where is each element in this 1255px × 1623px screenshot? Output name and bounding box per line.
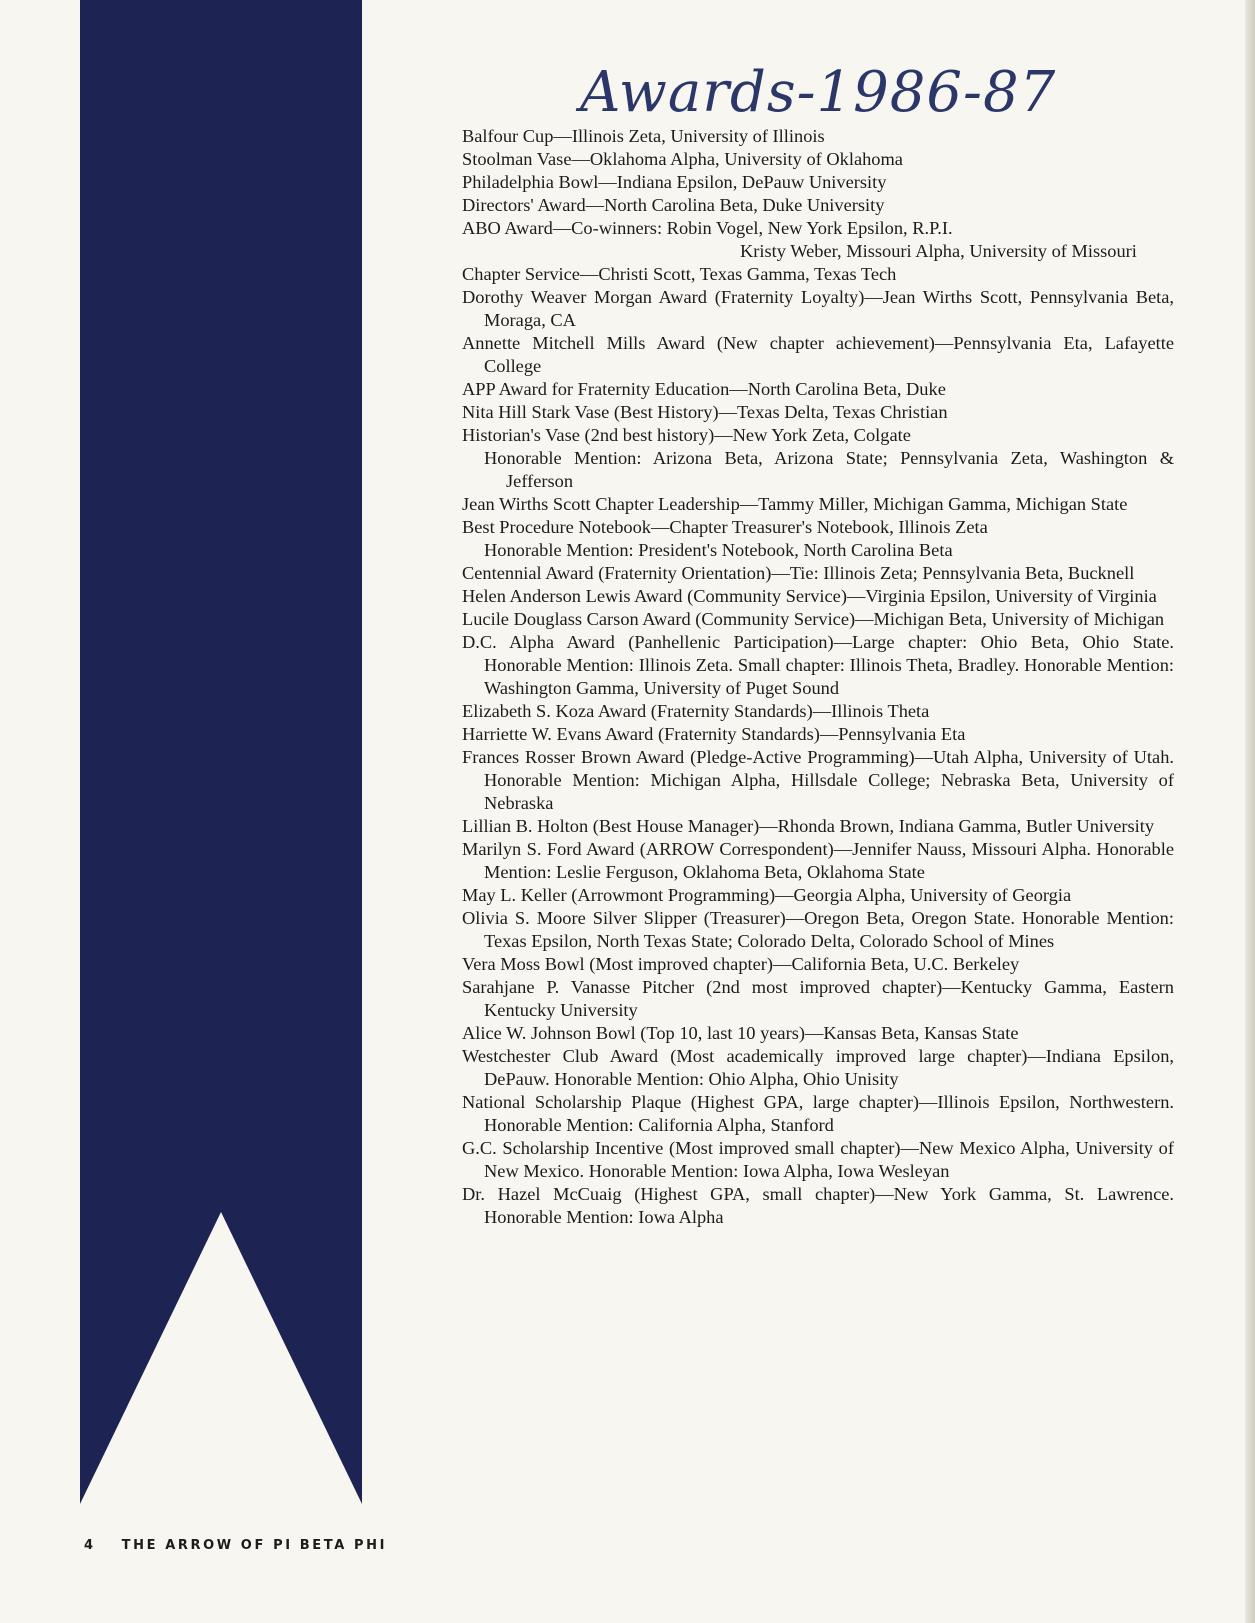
award-entry (462, 1091, 1174, 1137)
award-text: Stoolman Vase—Oklahoma Alpha, University of Oklahoma (462, 149, 903, 169)
award-entry (462, 585, 1174, 608)
award-text: Helen Anderson Lewis Award (Community Service)—Virginia Epsilon, University of Virginia (462, 586, 1157, 606)
award-entry (462, 976, 1174, 1022)
award-entry (462, 700, 1174, 723)
award-text: Westchester Club Award (Most academically improved large chapter)—Indiana Epsilon, DePauw. Honorable Mention: Ohio Alpha, Ohio Unisity (462, 1046, 1174, 1089)
award-entry (462, 907, 1174, 953)
award-text: Jean Wirths Scott Chapter Leadership—Tammy Miller, Michigan Gamma, Michigan State (462, 494, 1128, 514)
award-text: National Scholarship Plaque (Highest GPA, large chapter)—Illinois Epsilon, Northwestern. Honorable Mention: California Alpha, Stanford (462, 1092, 1174, 1135)
award-entry (462, 953, 1174, 976)
award-entry (462, 332, 1174, 378)
award-text: ABO Award—Co-winners: Robin Vogel, New York Epsilon, R.P.I. (462, 218, 953, 238)
award-entry (462, 1137, 1174, 1183)
award-text: Vera Moss Bowl (Most improved chapter)—California Beta, U.C. Berkeley (462, 954, 1020, 974)
award-entry (462, 286, 1174, 332)
award-entry (462, 723, 1174, 746)
award-entry (462, 424, 1174, 447)
award-entry (462, 447, 1174, 493)
award-text: Chapter Service—Christi Scott, Texas Gamma, Texas Tech (462, 264, 897, 284)
award-text: Alice W. Johnson Bowl (Top 10, last 10 years)—Kansas Beta, Kansas State (462, 1023, 1019, 1043)
award-text: Centennial Award (Fraternity Orientation)—Tie: Illinois Zeta; Pennsylvania Beta, Bucknell (462, 563, 1135, 583)
award-entry (462, 516, 1174, 539)
award-text: Directors' Award—North Carolina Beta, Duke University (462, 195, 885, 215)
award-entry (462, 401, 1174, 424)
publication-name: THE ARROW OF PI BETA PHI (121, 1538, 388, 1553)
award-entry (462, 1022, 1174, 1045)
award-entry (462, 125, 1174, 148)
award-text: Honorable Mention: Arizona Beta, Arizona State; Pennsylvania Zeta, Washington & Jefferson (484, 448, 1174, 491)
award-continuation: Kristy Weber, Missouri Alpha, University of Missouri (740, 241, 1137, 261)
award-entry (462, 148, 1174, 171)
award-text: Olivia S. Moore Silver Slipper (Treasurer)—Oregon Beta, Oregon State. Honorable Mention: Texas Epsilon, North Texas State; Colorado Delta, Colorado School of Mines (462, 908, 1174, 951)
award-entry (462, 493, 1174, 516)
award-entry (462, 1183, 1174, 1229)
award-text: Sarahjane P. Vanasse Pitcher (2nd most improved chapter)—Kentucky Gamma, Eastern Kentucky University (462, 977, 1174, 1020)
page-footer (84, 1538, 387, 1558)
award-entry (462, 194, 1174, 217)
page-edge (1245, 0, 1255, 1623)
ribbon-shape (80, 0, 362, 1504)
award-entry (462, 1045, 1174, 1091)
award-text: Balfour Cup—Illinois Zeta, University of Illinois (462, 126, 825, 146)
award-text: Lucile Douglass Carson Award (Community Service)—Michigan Beta, University of Michigan (462, 609, 1165, 629)
award-entry (462, 562, 1174, 585)
award-entry (462, 171, 1174, 194)
award-entry (462, 263, 1174, 286)
award-entry (462, 815, 1174, 838)
award-text: Philadelphia Bowl—Indiana Epsilon, DePauw University (462, 172, 887, 192)
award-text: Marilyn S. Ford Award (ARROW Correspondent)—Jennifer Nauss, Missouri Alpha. Honorable Mention: Leslie Ferguson, Oklahoma Beta, Oklahoma State (462, 839, 1174, 882)
award-text: Nita Hill Stark Vase (Best History)—Texas Delta, Texas Christian (462, 402, 948, 422)
page-number: 4 (84, 1538, 96, 1553)
award-entry (462, 378, 1174, 401)
award-entry (462, 608, 1174, 631)
award-entry (462, 631, 1174, 700)
award-text: D.C. Alpha Award (Panhellenic Participation)—Large chapter: Ohio Beta, Ohio State. Honorable Mention: Illinois Zeta. Small chapter: Illinois Theta, Bradley. Honorable Mention: Washington Gamma, University of Puget Sound (462, 632, 1174, 698)
award-entry (462, 884, 1174, 907)
award-text: May L. Keller (Arrowmont Programming)—Georgia Alpha, University of Georgia (462, 885, 1072, 905)
ribbon-banner-graphic (80, 0, 362, 1504)
award-entry (462, 746, 1174, 815)
award-entry (462, 217, 1174, 263)
award-text: APP Award for Fraternity Education—North Carolina Beta, Duke (462, 379, 946, 399)
ribbon-banner (80, 0, 362, 1504)
award-entry (462, 838, 1174, 884)
awards-list (462, 125, 1174, 1229)
award-text: Honorable Mention: President's Notebook, North Carolina Beta (484, 540, 953, 560)
award-text: Dorothy Weaver Morgan Award (Fraternity Loyalty)—Jean Wirths Scott, Pennsylvania Beta, Moraga, CA (462, 287, 1174, 330)
award-text: Historian's Vase (2nd best history)—New York Zeta, Colgate (462, 425, 911, 445)
page-title: Awards-1986-87 (580, 60, 1057, 125)
award-text: Dr. Hazel McCuaig (Highest GPA, small chapter)—New York Gamma, St. Lawrence. Honorable Mention: Iowa Alpha (462, 1184, 1174, 1227)
award-text: Lillian B. Holton (Best House Manager)—Rhonda Brown, Indiana Gamma, Butler University (462, 816, 1155, 836)
award-text: Harriette W. Evans Award (Fraternity Standards)—Pennsylvania Eta (462, 724, 966, 744)
award-text: Frances Rosser Brown Award (Pledge-Active Programming)—Utah Alpha, University of Utah. Honorable Mention: Michigan Alpha, Hillsdale College; Nebraska Beta, University of Nebraska (462, 747, 1174, 813)
award-text: Best Procedure Notebook—Chapter Treasurer's Notebook, Illinois Zeta (462, 517, 988, 537)
award-text: G.C. Scholarship Incentive (Most improved small chapter)—New Mexico Alpha, University of New Mexico. Honorable Mention: Iowa Alpha, Iowa Wesleyan (462, 1138, 1174, 1181)
award-text: Elizabeth S. Koza Award (Fraternity Standards)—Illinois Theta (462, 701, 930, 721)
award-entry (462, 539, 1174, 562)
award-text: Annette Mitchell Mills Award (New chapter achievement)—Pennsylvania Eta, Lafayette College (462, 333, 1174, 376)
